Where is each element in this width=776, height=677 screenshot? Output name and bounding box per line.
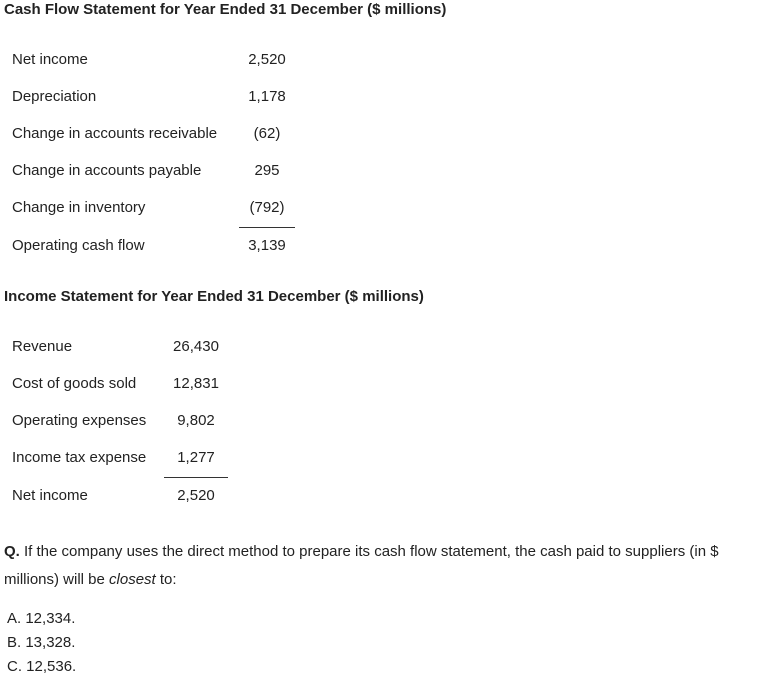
cash-flow-title: Cash Flow Statement for Year Ended 31 December ($ millions) xyxy=(4,1,447,18)
row-value: 3,139 xyxy=(248,237,286,254)
row-value: 9,802 xyxy=(177,412,215,429)
row-value: (62) xyxy=(253,125,281,142)
total-divider xyxy=(239,227,295,228)
answer-option-c[interactable]: C. 12,536. xyxy=(7,658,77,675)
row-label: Net income xyxy=(12,487,88,504)
total-divider xyxy=(164,477,228,478)
question-prefix: Q. xyxy=(4,543,20,560)
answer-option-b[interactable]: B. 13,328. xyxy=(7,634,76,651)
row-label: Change in accounts receivable xyxy=(12,125,218,142)
row-value: 1,178 xyxy=(248,88,286,105)
row-label: Change in accounts payable xyxy=(12,162,202,179)
row-label: Revenue xyxy=(12,338,73,355)
income-statement-title: Income Statement for Year Ended 31 December ($ millions) xyxy=(4,288,424,305)
row-value: 2,520 xyxy=(177,487,215,504)
row-value: 2,520 xyxy=(248,51,286,68)
row-label: Depreciation xyxy=(12,88,97,105)
question-tail: to: xyxy=(155,571,177,588)
row-value: 1,277 xyxy=(177,449,215,466)
row-label: Operating expenses xyxy=(12,412,147,429)
row-label: Change in inventory xyxy=(12,199,146,216)
row-value: 295 xyxy=(254,162,280,179)
row-value: 26,430 xyxy=(173,338,219,355)
answer-option-a[interactable]: A. 12,334. xyxy=(7,610,76,627)
question-text xyxy=(4,538,772,594)
question-emphasis: closest xyxy=(109,571,156,588)
row-value: (792) xyxy=(249,199,285,216)
row-label: Income tax expense xyxy=(12,449,147,466)
question-body: If the company uses the direct method to prepare its cash flow statement, the cash paid to suppliers (in $ millions) will be xyxy=(4,543,719,588)
row-label: Net income xyxy=(12,51,88,68)
row-value: 12,831 xyxy=(173,375,219,392)
row-label: Operating cash flow xyxy=(12,237,145,254)
row-label: Cost of goods sold xyxy=(12,375,137,392)
